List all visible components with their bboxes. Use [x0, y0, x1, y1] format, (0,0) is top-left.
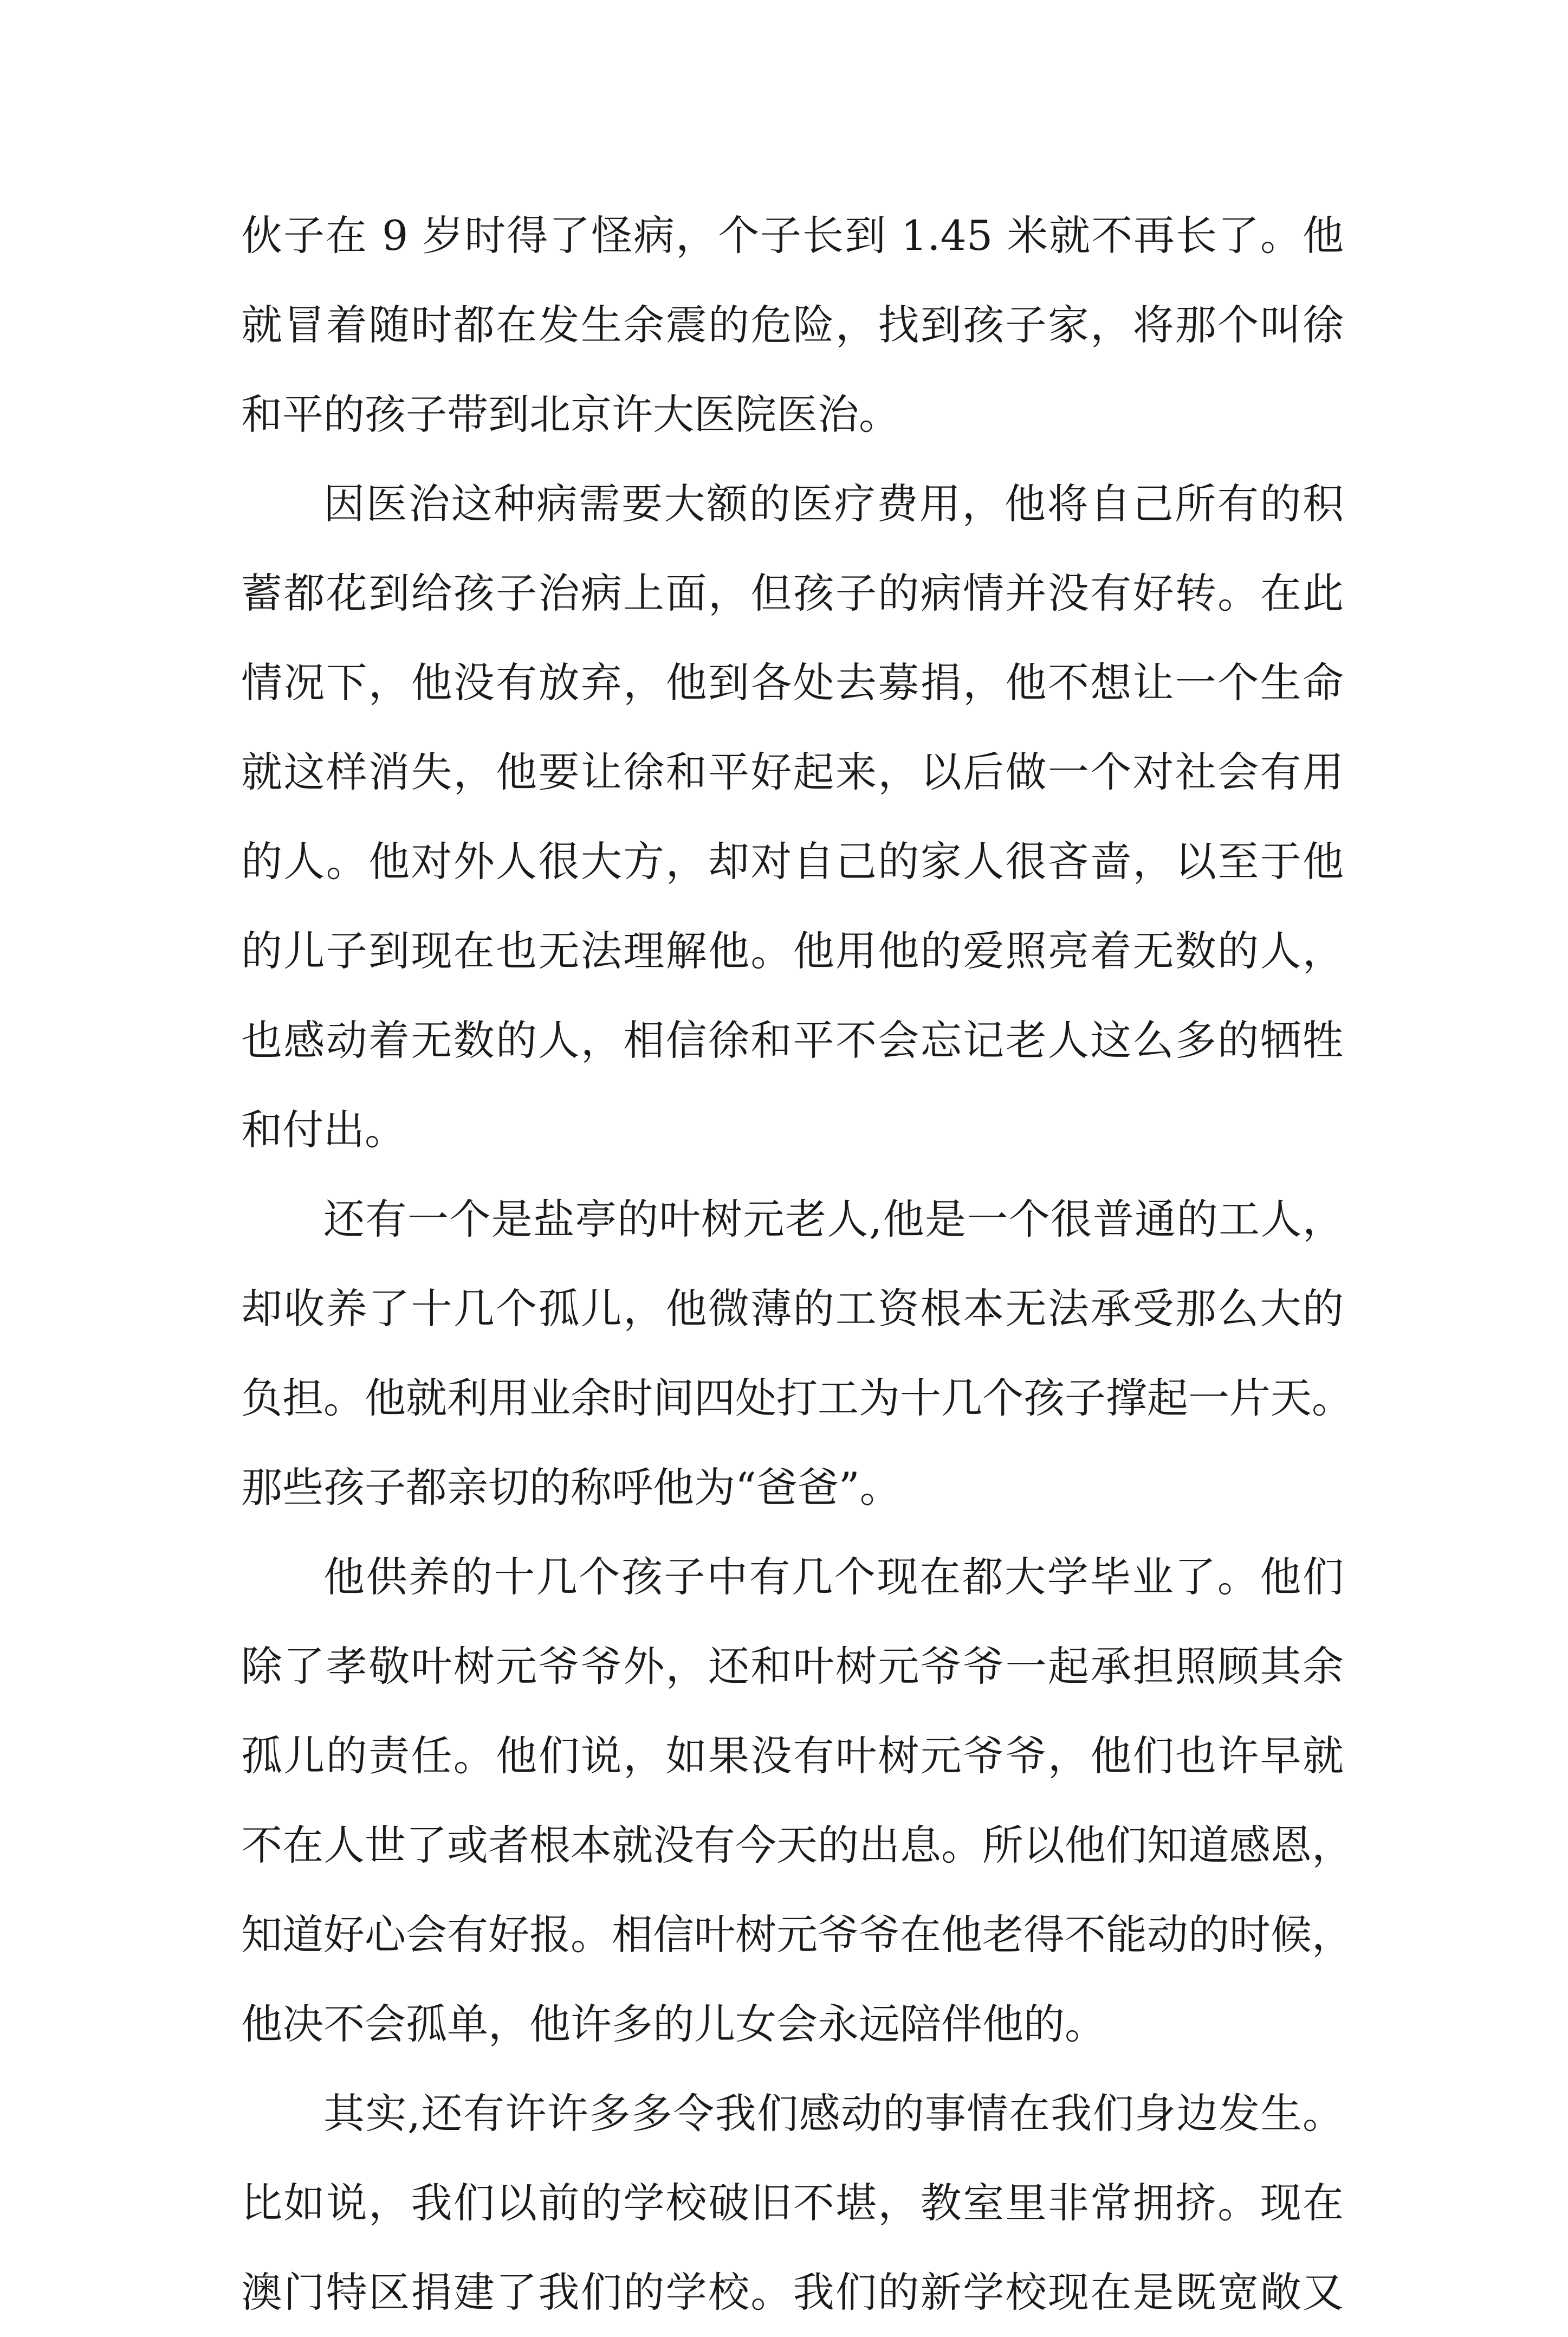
text-line: 还有一个是盐亭的叶树元老人,他是一个很普通的工人， [323, 1195, 1344, 1243]
text-line: 孤儿的责任。他们说，如果没有叶树元爷爷，他们也许早就 [241, 1732, 1344, 1780]
text-line: 因医治这种病需要大额的医疗费用，他将自己所有的积 [323, 480, 1344, 528]
text-line: 和平的孩子带到北京许大医院医治。 [241, 390, 900, 438]
text-line: 就这样消失，他要让徐和平好起来，以后做一个对社会有用 [241, 748, 1344, 796]
text-line: 的人。他对外人很大方，却对自己的家人很吝啬，以至于他 [241, 837, 1344, 886]
document-body [241, 191, 1353, 2337]
paragraph [241, 1174, 1353, 1532]
text-line: 其实,还有许许多多令我们感动的事情在我们身边发生。 [323, 2089, 1344, 2138]
text-line: 他决不会孤单，他许多的儿女会永远陪伴他的。 [241, 2000, 1106, 2048]
text-line: 除了孝敬叶树元爷爷外，还和叶树元爷爷一起承担照顾其余 [241, 1642, 1344, 1690]
paragraph [241, 191, 1344, 459]
text-line: 那些孩子都亲切的称呼他为“爸爸”。 [241, 1463, 901, 1512]
text-line: 他供养的十几个孩子中有几个现在都大学毕业了。他们 [323, 1553, 1344, 1601]
text-line: 就冒着随时都在发生余震的危险，找到孩子家，将那个叫徐 [241, 301, 1344, 349]
text-line: 却收养了十几个孤儿，他微薄的工资根本无法承受那么大的 [241, 1284, 1344, 1333]
paragraph [241, 2069, 1344, 2337]
text-line: 的儿子到现在也无法理解他。他用他的爱照亮着无数的人， [241, 927, 1344, 975]
text-line: 和付出。 [241, 1106, 406, 1154]
text-line: 不在人世了或者根本就没有今天的出息。所以他们知道感恩， [241, 1821, 1353, 1869]
text-line: 负担。他就利用业余时间四处打工为十几个孩子撑起一片天。 [241, 1374, 1353, 1422]
text-line: 也感动着无数的人，相信徐和平不会忘记老人这么多的牺牲 [241, 1016, 1344, 1064]
text-line: 比如说，我们以前的学校破旧不堪，教室里非常拥挤。现在 [241, 2179, 1344, 2227]
paragraph [241, 459, 1344, 1174]
text-line: 知道好心会有好报。相信叶树元爷爷在他老得不能动的时候， [241, 1910, 1353, 1959]
text-line: 澳门特区捐建了我们的学校。我们的新学校现在是既宽敞又 [241, 2268, 1344, 2316]
paragraph [241, 1532, 1353, 2069]
text-line: 伙子在 9 岁时得了怪病，个子长到 1.45 米就不再长了。他 [241, 211, 1344, 260]
text-line: 蓄都花到给孩子治病上面，但孩子的病情并没有好转。在此 [241, 569, 1344, 617]
text-line: 情况下，他没有放弃，他到各处去募捐，他不想让一个生命 [241, 659, 1344, 707]
